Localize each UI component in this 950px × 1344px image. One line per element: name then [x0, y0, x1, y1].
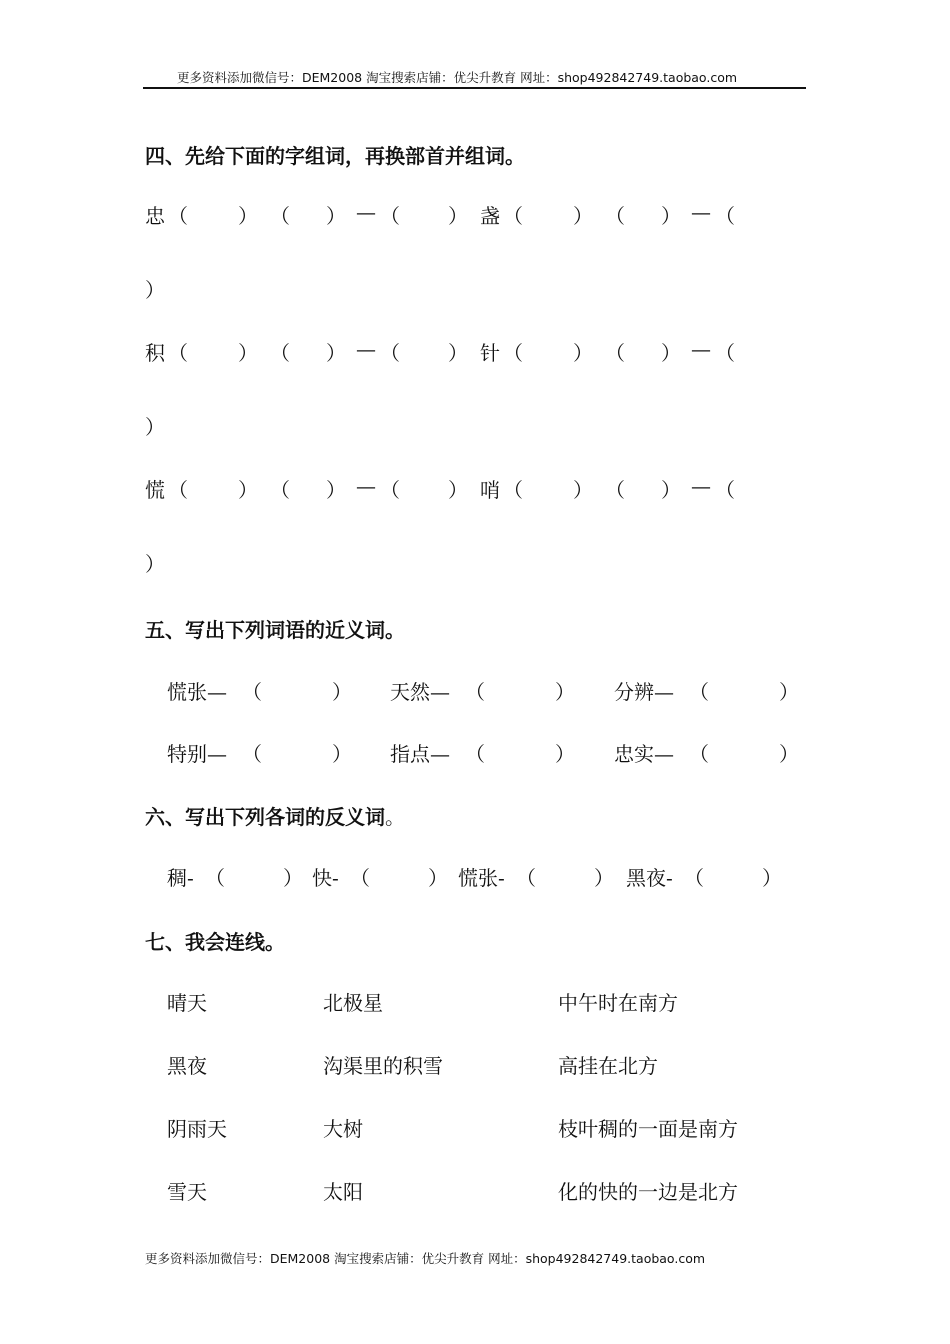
blank-paren-open[interactable]: （: [270, 204, 290, 228]
match-clue-item: 太阳: [323, 1180, 363, 1204]
synonym-word: 慌张—: [167, 680, 227, 704]
section-4-title: 四、先给下面的字组词，再换部首并组词。: [145, 144, 525, 168]
blank-paren-open[interactable]: （: [503, 204, 523, 228]
blank-paren-open[interactable]: （: [242, 742, 262, 766]
char-left-2: 积: [145, 341, 165, 365]
section-7-title: 七、我会连线。: [145, 930, 285, 954]
match-direction-item: 高挂在北方: [558, 1054, 658, 1078]
blank-paren-open[interactable]: （: [503, 341, 523, 365]
blank-paren-open[interactable]: （: [205, 866, 225, 890]
blank-paren-open[interactable]: （: [689, 742, 709, 766]
blank-paren-open[interactable]: （: [380, 204, 400, 228]
blank-paren-close[interactable]: ）: [326, 478, 346, 502]
char-right-3: 哨: [480, 478, 500, 502]
antonym-word: 黑夜-: [626, 866, 673, 890]
blank-paren-open[interactable]: （: [605, 341, 625, 365]
antonym-word: 慌张-: [458, 866, 505, 890]
blank-paren-open[interactable]: （: [516, 866, 536, 890]
blank-paren-open[interactable]: （: [380, 341, 400, 365]
blank-paren-close[interactable]: ）: [448, 341, 468, 365]
synonym-word: 天然—: [390, 680, 450, 704]
blank-paren-open[interactable]: （: [715, 341, 735, 365]
match-weather-item: 晴天: [167, 991, 207, 1015]
blank-paren-close[interactable]: ）: [661, 204, 681, 228]
blank-paren-open[interactable]: （: [168, 341, 188, 365]
blank-paren-open[interactable]: （: [689, 680, 709, 704]
section-5-title: 五、写出下列词语的近义词。: [145, 618, 405, 642]
blank-paren-open[interactable]: （: [465, 680, 485, 704]
blank-paren-close[interactable]: ）: [283, 866, 303, 890]
dash: —: [356, 337, 376, 361]
blank-paren-open[interactable]: （: [715, 478, 735, 502]
blank-paren-open[interactable]: （: [503, 478, 523, 502]
blank-paren-close[interactable]: ）: [762, 866, 782, 890]
header-rule: [143, 87, 806, 89]
blank-paren-open[interactable]: （: [684, 866, 704, 890]
blank-paren-open[interactable]: （: [605, 204, 625, 228]
blank-paren-close[interactable]: ）: [238, 478, 258, 502]
blank-paren-close[interactable]: ）: [145, 278, 165, 302]
blank-paren-open[interactable]: （: [168, 478, 188, 502]
blank-paren-close[interactable]: ）: [332, 680, 352, 704]
synonym-word: 特别—: [167, 742, 227, 766]
blank-paren-close[interactable]: ）: [573, 478, 593, 502]
match-direction-item: 化的快的一边是北方: [558, 1180, 738, 1204]
match-clue-item: 北极星: [323, 991, 383, 1015]
section-6-title: [145, 801, 405, 830]
blank-paren-close[interactable]: ）: [145, 552, 165, 576]
blank-paren-close[interactable]: ）: [326, 341, 346, 365]
match-direction-item: 中午时在南方: [558, 991, 678, 1015]
match-weather-item: 阴雨天: [167, 1117, 227, 1141]
blank-paren-close[interactable]: ）: [238, 204, 258, 228]
match-weather-item: 雪天: [167, 1180, 207, 1204]
synonym-word: 忠实—: [614, 742, 674, 766]
blank-paren-close[interactable]: ）: [661, 478, 681, 502]
dash: —: [691, 474, 711, 498]
blank-paren-open[interactable]: （: [350, 866, 370, 890]
blank-paren-close[interactable]: ）: [448, 204, 468, 228]
blank-paren-close[interactable]: ）: [661, 341, 681, 365]
blank-paren-open[interactable]: （: [605, 478, 625, 502]
blank-paren-close[interactable]: ）: [555, 680, 575, 704]
blank-paren-close[interactable]: ）: [428, 866, 448, 890]
section-6-title-text: 六、写出下列各词的反义词: [145, 805, 385, 829]
blank-paren-close[interactable]: ）: [145, 415, 165, 439]
blank-paren-close[interactable]: ）: [238, 341, 258, 365]
dash: —: [691, 200, 711, 224]
blank-paren-close[interactable]: ）: [779, 742, 799, 766]
blank-paren-open[interactable]: （: [270, 478, 290, 502]
synonym-word: 指点—: [390, 742, 450, 766]
antonym-word: 快-: [312, 866, 339, 890]
blank-paren-close[interactable]: ）: [332, 742, 352, 766]
section-6-title-end: 。: [385, 805, 405, 829]
synonym-word: 分辨—: [614, 680, 674, 704]
blank-paren-close[interactable]: ）: [594, 866, 614, 890]
page-footer: 更多资料添加微信号：DEM2008 淘宝搜索店铺：优尖升教育 网址：shop492842749.taobao.com: [145, 1251, 706, 1266]
blank-paren-close[interactable]: ）: [326, 204, 346, 228]
blank-paren-open[interactable]: （: [242, 680, 262, 704]
blank-paren-open[interactable]: （: [168, 204, 188, 228]
page-header: 更多资料添加微信号：DEM2008 淘宝搜索店铺：优尖升教育 网址：shop492842749.taobao.com: [177, 70, 738, 85]
blank-paren-close[interactable]: ）: [555, 742, 575, 766]
dash: —: [356, 200, 376, 224]
blank-paren-open[interactable]: （: [270, 341, 290, 365]
match-clue-item: 沟渠里的积雪: [323, 1054, 443, 1078]
blank-paren-close[interactable]: ）: [448, 478, 468, 502]
blank-paren-open[interactable]: （: [715, 204, 735, 228]
blank-paren-close[interactable]: ）: [573, 204, 593, 228]
antonym-word: 稠-: [167, 866, 194, 890]
match-direction-item: 枝叶稠的一面是南方: [558, 1117, 738, 1141]
blank-paren-close[interactable]: ）: [573, 341, 593, 365]
char-right-1: 盏: [480, 204, 500, 228]
match-weather-item: 黑夜: [167, 1054, 207, 1078]
dash: —: [691, 337, 711, 361]
blank-paren-close[interactable]: ）: [779, 680, 799, 704]
char-left-1: 忠: [145, 204, 165, 228]
char-left-3: 慌: [145, 478, 165, 502]
dash: —: [356, 474, 376, 498]
blank-paren-open[interactable]: （: [465, 742, 485, 766]
char-right-2: 针: [480, 341, 500, 365]
blank-paren-open[interactable]: （: [380, 478, 400, 502]
match-clue-item: 大树: [323, 1117, 363, 1141]
